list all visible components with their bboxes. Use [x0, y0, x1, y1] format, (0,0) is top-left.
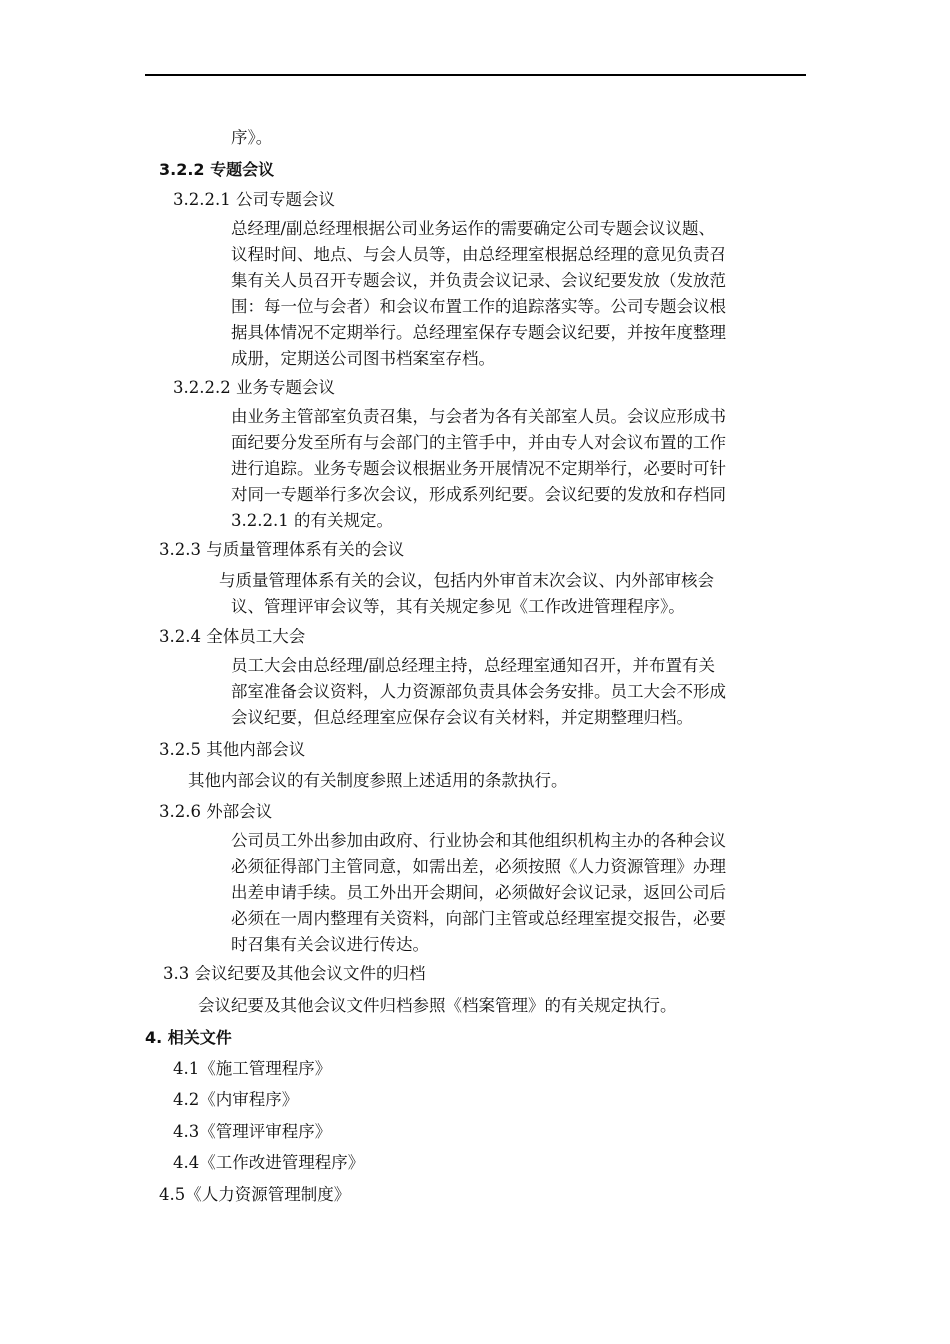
section-3-2-4-body [231, 653, 806, 731]
body-line: 面纪要分发至所有与会部门的主管手中，并由专人对会议布置的工作 [231, 433, 726, 452]
section-3-2-2-1-heading: 3.2.2.1 公司专题会议 [173, 190, 335, 209]
body-line: 3.2.2.1 的有关规定。 [231, 511, 393, 530]
section-3-2-6-body [231, 828, 806, 958]
body-line: 总经理/副总经理根据公司业务运作的需要确定公司专题会议议题、 [231, 219, 716, 238]
section-3-2-6-heading: 3.2.6 外部会议 [159, 802, 273, 821]
body-line: 会议纪要，但总经理室应保存会议有关材料，并定期整理归档。 [231, 708, 693, 727]
body-line: 据具体情况不定期举行。总经理室保存专题会议纪要，并按年度整理 [231, 323, 726, 342]
section-3-2-3-body-line2: 议、管理评审会议等，其有关规定参见《工作改进管理程序》。 [231, 597, 685, 616]
related-doc-item: 4.2《内审程序》 [173, 1090, 299, 1109]
section-4-heading: 4. 相关文件 [145, 1028, 232, 1047]
body-line: 部室准备会议资料，人力资源部负责具体会务安排。员工大会不形成 [231, 682, 726, 701]
body-line: 围：每一位与会者）和会议布置工作的追踪落实等。公司专题会议根 [231, 297, 726, 316]
continuation-text: 序》。 [231, 128, 273, 147]
body-line: 出差申请手续。员工外出开会期间，必须做好会议记录，返回公司后 [231, 883, 726, 902]
body-line: 由业务主管部室负责召集，与会者为各有关部室人员。会议应形成书 [231, 407, 726, 426]
body-line: 必须征得部门主管同意，如需出差，必须按照《人力资源管理》办理 [231, 857, 726, 876]
body-line: 必须在一周内整理有关资料，向部门主管或总经理室提交报告，必要 [231, 909, 726, 928]
body-line: 员工大会由总经理/副总经理主持，总经理室通知召开，并布置有关 [231, 656, 716, 675]
body-line: 对同一专题举行多次会议，形成系列纪要。会议纪要的发放和存档同 [231, 485, 726, 504]
related-doc-item: 4.1《施工管理程序》 [173, 1059, 332, 1078]
section-3-2-3-body-line1: 与质量管理体系有关的会议，包括内外审首末次会议、内外部审核会 [219, 571, 714, 590]
section-3-3-heading: 3.3 会议纪要及其他会议文件的归档 [163, 964, 426, 983]
section-3-2-2-1-body [231, 216, 806, 372]
section-3-2-5-body: 其他内部会议的有关制度参照上述适用的条款执行。 [188, 771, 568, 790]
body-line: 议程时间、地点、与会人员等，由总经理室根据总经理的意见负责召 [231, 245, 726, 264]
body-line: 公司员工外出参加由政府、行业协会和其他组织机构主办的各种会议 [231, 831, 726, 850]
related-doc-item: 4.5《人力资源管理制度》 [159, 1185, 351, 1204]
section-3-2-5-heading: 3.2.5 其他内部会议 [159, 740, 306, 759]
section-3-3-body: 会议纪要及其他会议文件归档参照《档案管理》的有关规定执行。 [198, 996, 677, 1015]
header-rule [145, 74, 806, 76]
section-3-2-2-heading: 3.2.2 专题会议 [159, 160, 275, 179]
body-line: 进行追踪。业务专题会议根据业务开展情况不定期举行，必要时可针 [231, 459, 726, 478]
section-3-2-3-heading: 3.2.3 与质量管理体系有关的会议 [159, 540, 405, 559]
related-doc-item: 4.3《管理评审程序》 [173, 1122, 332, 1141]
body-line: 成册，定期送公司图书档案室存档。 [231, 349, 495, 368]
body-line: 集有关人员召开专题会议，并负责会议记录、会议纪要发放（发放范 [231, 271, 726, 290]
body-line: 时召集有关会议进行传达。 [231, 935, 429, 954]
section-3-2-2-2-heading: 3.2.2.2 业务专题会议 [173, 378, 335, 397]
section-3-2-2-2-body [231, 404, 806, 534]
section-3-2-4-heading: 3.2.4 全体员工大会 [159, 627, 306, 646]
related-doc-item: 4.4《工作改进管理程序》 [173, 1153, 365, 1172]
